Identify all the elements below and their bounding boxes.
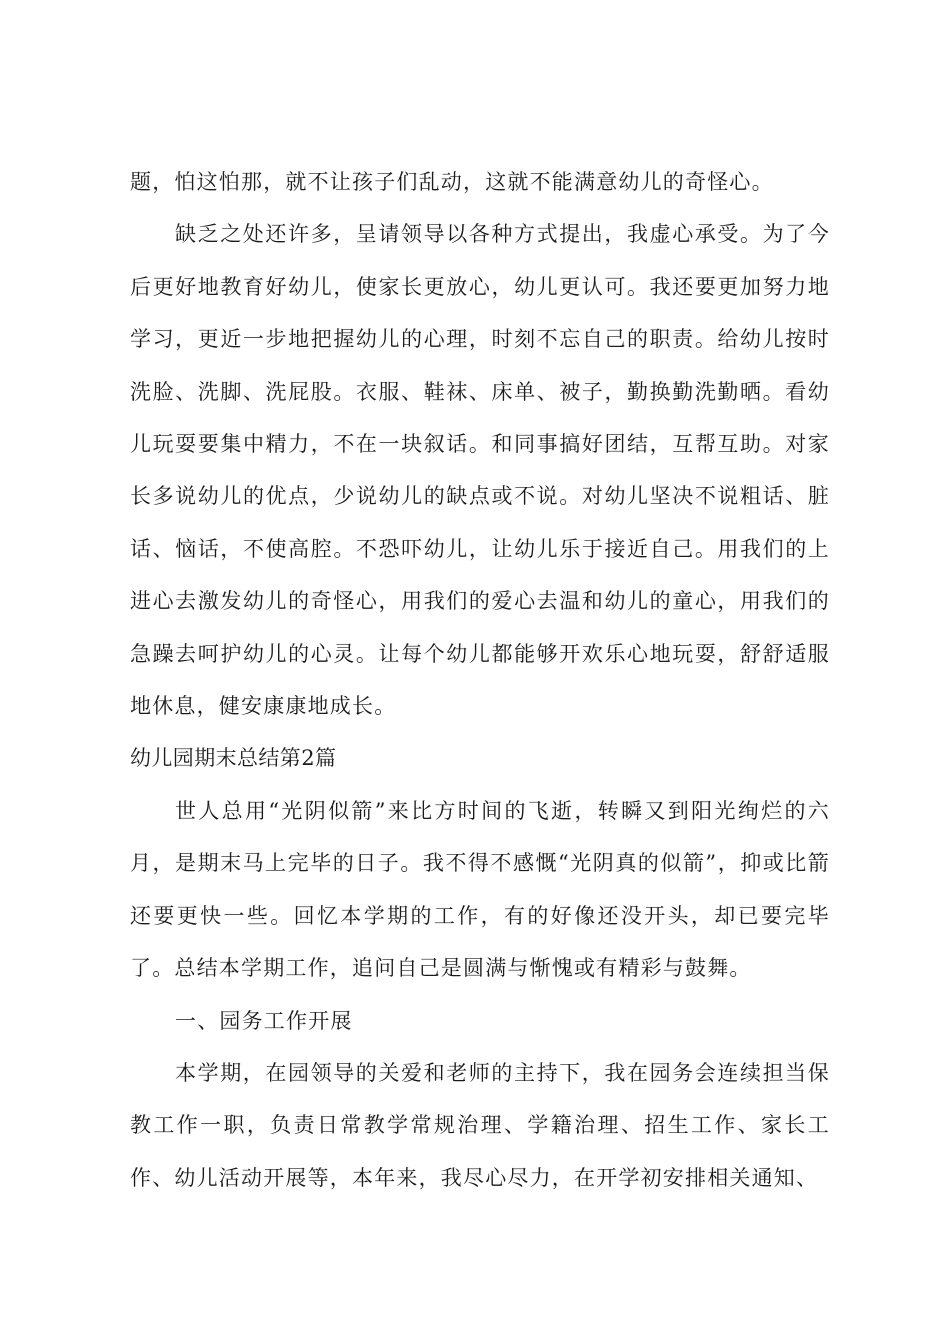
document-body [130, 156, 830, 1204]
paragraph-intro: 世人总用“光阴似箭”来比方时间的飞逝，转瞬又到阳光绚烂的六月，是期末马上完毕的日子。我不得不感慨“光阴真的似箭”，抑或比箭还要更快一些。回忆本学期的工作，有的好像还没开头，却已要完毕了。总结本学期工作，追问自己是圆满与惭愧或有精彩与鼓舞。 [130, 798, 830, 981]
paragraph-affairs: 本学期，在园领导的关爱和老师的主持下，我在园务会连续担当保教工作一职，负责日常教学常规治理、学籍治理、招生工作、家长工作、幼儿活动开展等，本年来，我尽心尽力，在开学初安排相关通知、 [130, 1060, 830, 1190]
paragraph-shortcomings: 缺乏之处还许多，呈请领导以各种方式提出，我虚心承受。为了今后更好地教育好幼儿，使家长更放心，幼儿更认可。我还要更加努力地学习，更近一步地把握幼儿的心理，时刻不忘自己的职责。给幼儿按时洗脸、洗脚、洗屁股。衣服、鞋袜、床单、被子，勤换勤洗勤晒。看幼儿玩耍要集中精力，不在一块叙话。和同事搞好团结，互帮互助。对家长多说幼儿的优点，少说幼儿的缺点或不说。对幼儿坚决不说粗话、脏话、恼话，不使高腔。不恐吓幼儿，让幼儿乐于接近自己。用我们的上进心去激发幼儿的奇怪心，用我们的爱心去温和幼儿的童心，用我们的急躁去呵护幼儿的心灵。让每个幼儿都能够开欢乐心地玩耍，舒舒适服地休息，健安康康地成长。 [130, 222, 830, 719]
subheading-affairs: 一、园务工作开展 [175, 1008, 353, 1033]
paragraph-continuation: 题，怕这怕那，就不让孩子们乱动，这就不能满意幼儿的奇怪心。 [130, 170, 774, 194]
section-heading: 幼儿园期末总结第2篇 [130, 746, 337, 771]
